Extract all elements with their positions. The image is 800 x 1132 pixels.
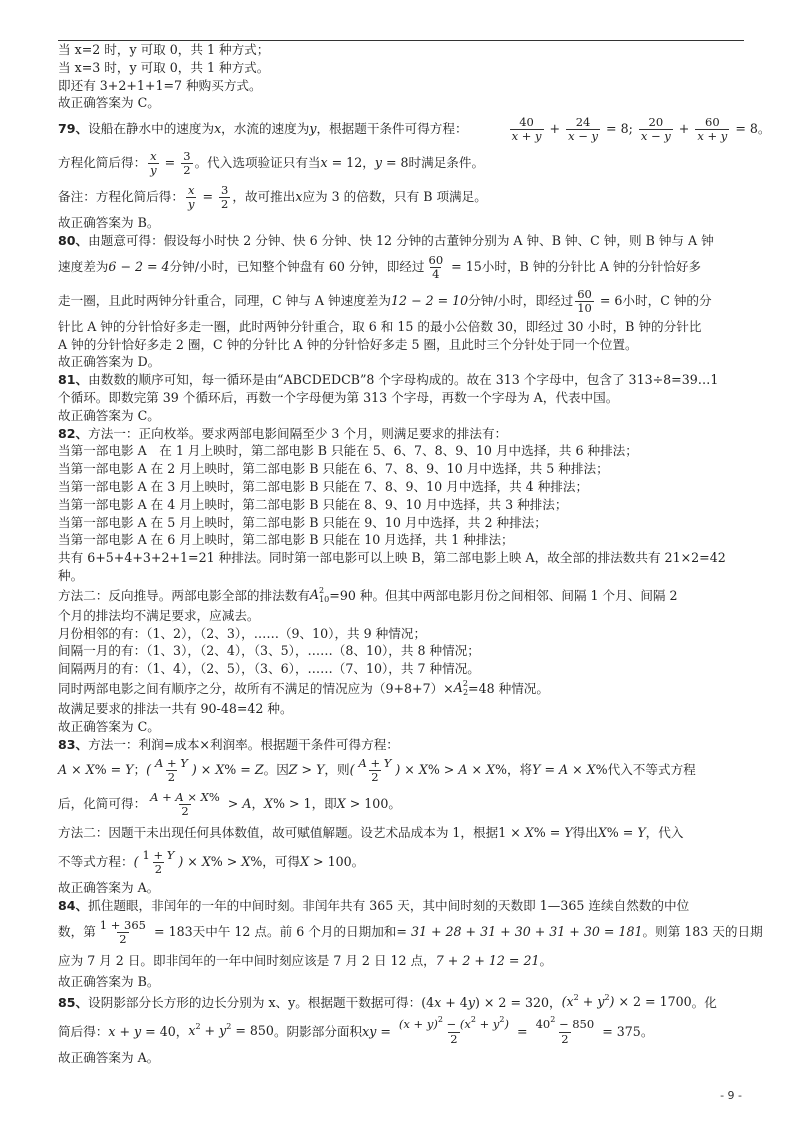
math: $\frac{60}{4}$ = 15 — [428, 252, 482, 281]
answer-line: 故正确答案为 D。 — [58, 354, 161, 370]
text-line: 个循环。即数完第 39 个循环后，再数一个字母便为第 313 个字母，再数一个字母为 A，代表中国。 — [58, 389, 619, 405]
text-line: A × X% = Y； ( $\frac{A + Y}{2}$ ) × X% = Z 。因 Z > Y ，则 ( $\frac{A + Y}{2}$ ) × X% > A × X% ，将 Y = A × X% 代入不等式方程 — [58, 753, 758, 787]
answer-line: 故正确答案为 C。 — [58, 718, 160, 734]
document-body — [58, 41, 771, 1067]
math: x — [295, 189, 303, 205]
text-line: 间隔两月的有：（1、4），（2、5），（3、6），……（7、10），共 7 种情况。 — [58, 661, 480, 677]
text-line: 简后得： x + y = 40 ， $x^2 + y^2 = 850$ 。阴影部分面积 xy = $\frac{(x + y)^2 - (x^2 + y^2)}{2}$ = $\frac{40^2 - 850}{2}$ = 375 。 — [58, 1015, 758, 1049]
text-line: 方程化简后得： $\frac{x}{y}$ = $\frac{3}{2}$ 。代入选项验证只有当 x = 12 ， y = 8 时满足条件。 — [58, 146, 758, 180]
text-line: 当第一部电影 A 在 5 月上映时，第二部电影 B 只能在 9、10 月中选择，共 2 种排法； — [58, 514, 547, 530]
text-line: 后，化简可得： $\frac{A + A \times X\%}{2}$ > A ， X% > 1 ，即 X > 100 。 — [58, 787, 758, 821]
math: 7 + 2 + 12 = 21 — [435, 953, 540, 968]
text-line: 备注：方程化简后得： $\frac{x}{y}$ = $\frac{3}{2}$ ，故可推出 x 应为 3 的倍数，只有 B 项满足。 — [58, 180, 758, 214]
answer-line: 故正确答案为 C。 — [58, 407, 160, 423]
text-line: 不等式方程： ( $\frac{1 + Y}{2}$ ) × X% > X% ，可得 X > 100 。 — [58, 845, 758, 879]
text-line: 种。 — [58, 567, 84, 583]
math: $x^2 + y^2 = 850$ — [188, 1021, 274, 1038]
text-line: 当第一部电影 A 在 6 月上映时，第二部电影 B 只能在 10 月选择，共 1 种排法； — [58, 532, 514, 548]
math: ( $\frac{1 + Y}{2}$ ) × X% > X% — [133, 848, 263, 877]
math: xy = $\frac{(x + y)^2 - (x^2 + y^2)}{2}$ = $\frac{40^2 - 850}{2}$ = 375 — [362, 1015, 641, 1047]
answer-line: 故正确答案为 A。 — [58, 880, 160, 896]
text-line: 月份相邻的有：（1、2），（2、3），……（9、10），共 9 种情况； — [58, 625, 427, 641]
question-79: 79、 设船在静水中的速度为 x ，水流的速度为 y ，根据题干条件可得方程： $\frac{40}{x + y}$ + $\frac{24}{x - y}$ = 8; $\frac{20}{x - y}$ + $\frac{60}{x + y}$ = 8 。 — [58, 112, 758, 146]
question-number: 82、 — [58, 425, 89, 441]
text-line: 当第一部电影 A 在 4 月上映时，第二部电影 B 只能在 8、9、10 月中选择，共 3 种排法； — [58, 496, 568, 512]
math: X > 100 — [336, 796, 389, 812]
question-number: 84、 — [58, 898, 89, 914]
math: 1 × X% = Y — [498, 825, 573, 841]
answer-line: 故正确答案为 B。 — [58, 973, 160, 989]
text-line: A 钟的分针恰好多走 2 圈，C 钟的分针比 A 钟的分针恰好多走 5 圈，且此时三个分针处于同一个位置。 — [58, 336, 638, 352]
text-line: 即还有 3+2+1+1=7 种购买方式。 — [58, 77, 262, 93]
math: $A^2_2$ — [453, 679, 469, 698]
text-line: 间隔一月的有：（1、3），（2、4），（3、5），……（8、10），共 8 种情况； — [58, 643, 480, 659]
text-line: 当第一部电影 A 在 1 月上映时，第二部电影 B 只能在 5、6、7、8、9、10 月中选择，共 6 种排法； — [58, 443, 638, 459]
answer-line: 故正确答案为 C。 — [58, 95, 160, 111]
text-line: 当第一部电影 A 在 3 月上映时，第二部电影 B 只能在 7、8、9、10 月中选择，共 4 种排法； — [58, 478, 589, 494]
text-line: 当 x=2 时，y 可取 0，共 1 种方式； — [58, 42, 270, 57]
math: X% = Y — [597, 825, 646, 841]
math: $\frac{x}{y}$ = $\frac{3}{2}$ — [150, 149, 191, 178]
text-line: 当第一部电影 A 在 2 月上映时，第二部电影 B 只能在 6、7、8、9、10 月中选择，共 5 种排法； — [58, 461, 609, 477]
question-number: 81、 — [58, 372, 89, 388]
math: X > 100 — [300, 854, 352, 870]
math: ( $\frac{A + Y}{2}$ ) × X% > A × X% — [349, 756, 507, 785]
question-84: 84、 抓住题眼，非闰年的一年的中间时刻。非闰年共有 365 天，其中间时刻的天数即 1—365 连续自然数的中位 — [58, 898, 690, 914]
text-line: 共有 6+5+4+3+2+1=21 种排法。同时第一部电影可以上映 B，第二部电影上映 A，故全部的排法数共有 21×2=42 — [58, 550, 726, 566]
math: Y = A × X% — [532, 762, 608, 778]
math: (4x + 4y) × 2 = 320 — [421, 994, 550, 1010]
question-number: 85、 — [58, 994, 89, 1010]
math: x — [214, 121, 222, 137]
page-number: - 9 - — [720, 1089, 742, 1102]
math: $\frac{A + A \times X\%}{2}$ > A — [150, 790, 252, 819]
math: $\frac{1 + 365}{2}$ = 183 — [99, 917, 193, 946]
text-line: 个月的排法均不满足要求，应减去。 — [58, 607, 260, 623]
math: A × X% = Y； — [58, 762, 147, 778]
math: = 31 + 28 + 31 + 30 + 31 + 30 = 181 — [396, 923, 643, 939]
math: 12 − 2 = 10 — [391, 292, 469, 308]
answer-line: 故正确答案为 B。 — [58, 215, 160, 231]
question-83: 83、 方法一：利润=成本×利润率。根据题干条件可得方程： — [58, 736, 399, 752]
text-line: 故满足要求的排法一共有 90-48=42 种。 — [58, 700, 293, 716]
text-line: 应为 7 月 2 日。即非闰年的一年中间时刻应该是 7 月 2 日 12 点， 7 + 2 + 12 = 21 。 — [58, 953, 553, 968]
math: x + y = 40 — [108, 1023, 176, 1039]
text-line: 走一圈，且此时两钟分针重合，同理，C 钟与 A 钟速度差为 12 − 2 = 10 分钟/小时，即经过 $\frac{60}{10}$ = 6 小时，C 钟的分 — [58, 284, 758, 318]
text-line: 方法二：因题干未出现任何具体数值，故可赋值解题。设艺术品成本为 1，根据 1 × X% = Y 得出 X% = Y ，代入 — [58, 825, 684, 841]
question-number: 83、 — [58, 736, 89, 752]
text-line: 数，第 $\frac{1 + 365}{2}$ = 183 天中午 12 点。前 6 个月的日期加和 = 31 + 28 + 31 + 30 + 31 + 30 = 181 。则第 183 天的日期 — [58, 915, 758, 949]
answer-line: 故正确答案为 A。 — [58, 1049, 160, 1065]
text-line: 针比 A 钟的分针恰好多走一圈，此时两钟分针重合，取 6 和 15 的最小公倍数 30，即经过 30 小时，B 钟的分针比 — [58, 318, 702, 334]
question-80: 80、 由题意可得：假设每小时快 2 分钟、快 6 分钟、快 12 分钟的古董钟分别为 A 钟、B 钟、C 钟，则 B 钟与 A 钟 — [58, 232, 714, 248]
text-line: 速度差为 6 − 2 = 4 分钟/小时，已知整个钟盘有 60 分钟，即经过 $\frac{60}{4}$ = 15 小时，B 钟的分针比 A 钟的分针恰好多 — [58, 250, 758, 284]
question-number: 80、 — [58, 232, 89, 248]
math: X% > 1 — [264, 796, 312, 812]
question-81: 81、 由数数的顺序可知，每一循环是由“ABCDEDCB”8 个字母构成的。故在 313 个字母中，包含了 313÷8=39…1 — [58, 372, 719, 388]
math: y — [309, 121, 317, 137]
math: x = 12 — [320, 155, 363, 171]
math: ( $\frac{A + Y}{2}$ ) × X% = Z — [146, 756, 264, 785]
text-line: 方法二：反向推导。两部电影全部的排法数有 $A^2_{10}$ =90 种。但其中两部电影月份之间相邻、间隔 1 个月、间隔 2 — [58, 585, 678, 604]
math: $(x^2 + y^2) \times 2 = 1700$ — [561, 992, 692, 1009]
math: 6 − 2 = 4 — [108, 258, 170, 274]
math: Z > Y — [288, 762, 325, 778]
question-82: 82、 方法一：正向枚举。要求两部电影间隔至少 3 个月，则满足要求的排法有： — [58, 425, 508, 441]
math: $\frac{60}{10}$ = 6 — [577, 286, 623, 315]
question-85: 85、 设阴影部分长方形的边长分别为 x、y。根据题干数据可得： (4x + 4y) × 2 = 320 ， $(x^2 + y^2) \times 2 = 1700$ 。化 — [58, 991, 758, 1015]
text-line: 同时两部电影之间有顺序之分，故所有不满足的情况应为（9+8+7）× $A^2_2$ =48 种情况。 — [58, 679, 549, 698]
math: y = 8 — [374, 155, 409, 171]
math: $A^2_{10}$ — [309, 585, 330, 604]
question-number: 79、 — [58, 121, 89, 137]
text-line: 当 x=3 时，y 可取 0，共 1 种方式。 — [58, 59, 270, 75]
equation: $\frac{40}{x + y}$ + $\frac{24}{x - y}$ = 8; $\frac{20}{x - y}$ + $\frac{60}{x + y}$ = 8 — [511, 115, 758, 144]
math: $\frac{x}{y}$ = $\frac{3}{2}$ — [187, 183, 229, 212]
